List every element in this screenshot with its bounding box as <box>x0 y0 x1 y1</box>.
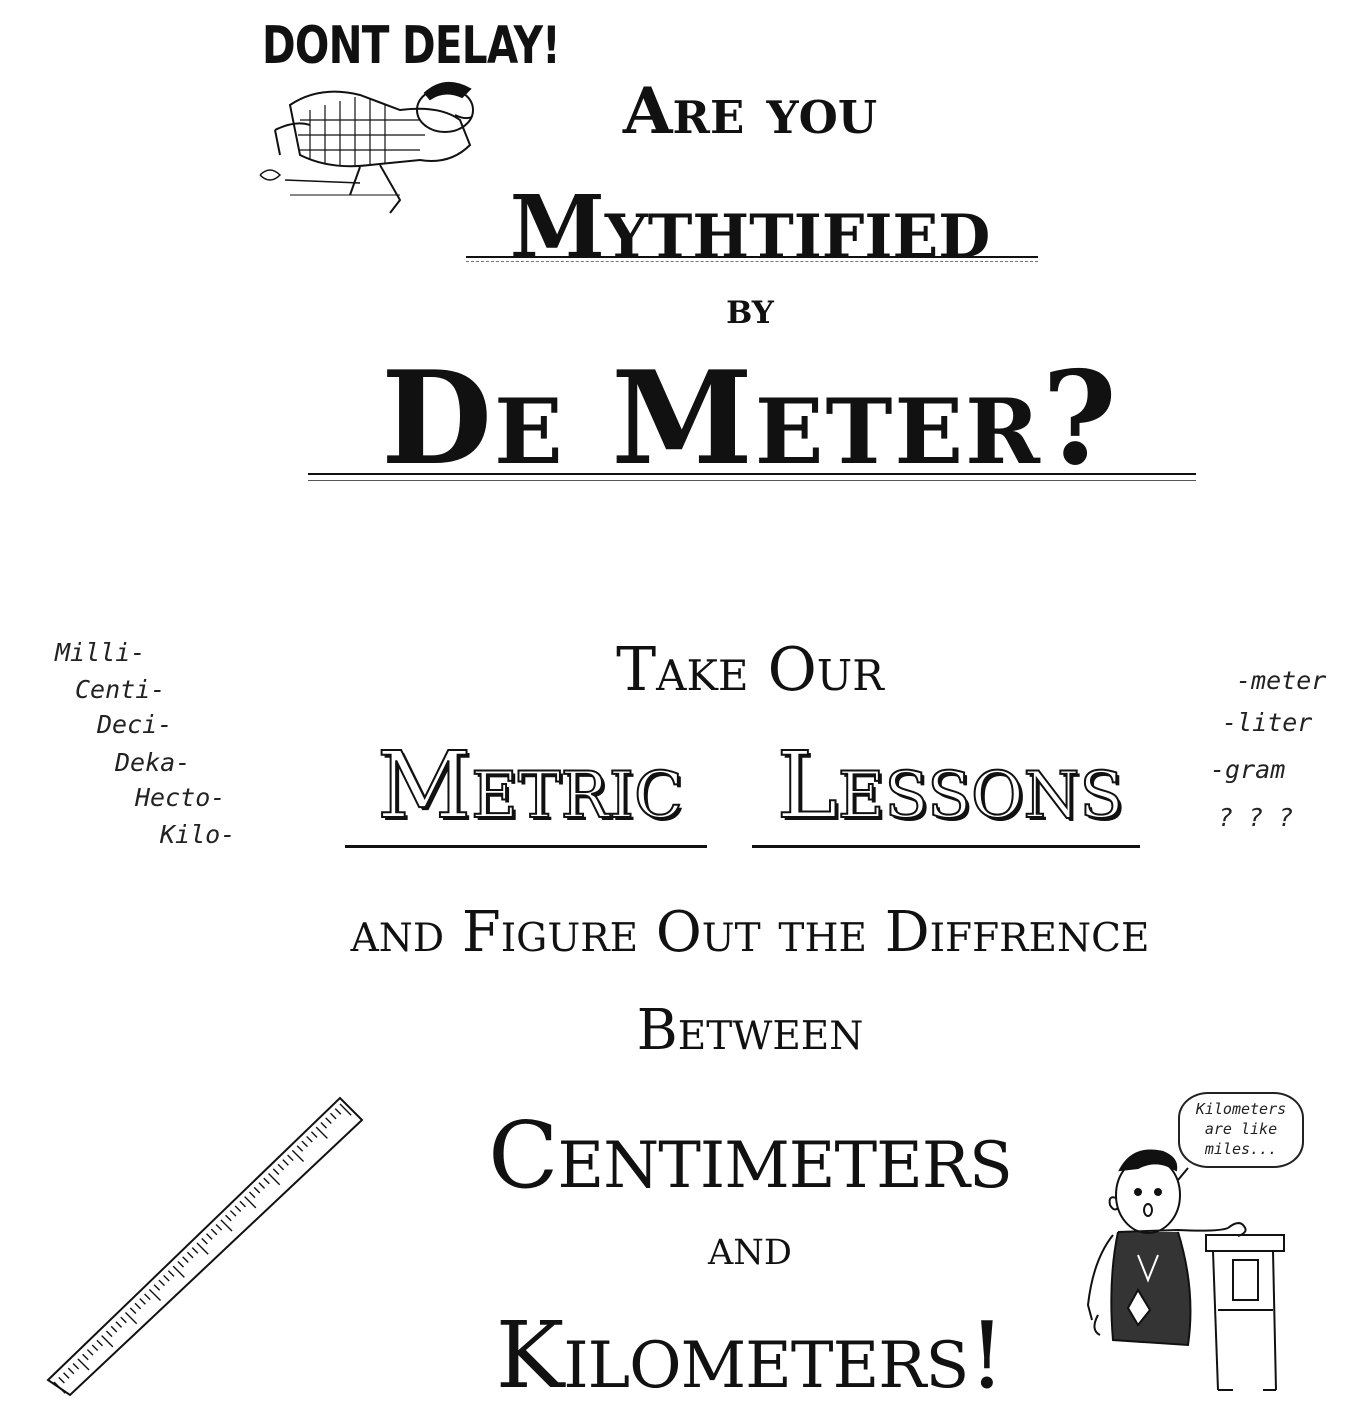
ruler-illustration <box>40 1090 380 1400</box>
headline-by: by <box>726 283 774 334</box>
lessons-word: Lessons <box>776 732 1124 839</box>
speech-line-1: Kilometers <box>1195 1100 1287 1118</box>
take-our-text: Take Our <box>616 635 884 705</box>
mythtified-underline-dashed <box>466 261 1038 262</box>
headline-are-you: Are you <box>622 74 878 149</box>
headline-de-meter: De Meter? <box>381 344 1119 494</box>
and-text: and <box>708 1218 792 1276</box>
metric-underline <box>345 845 707 848</box>
kilometers-word: Kilometers! <box>495 1302 1005 1409</box>
speech-line-3: miles... <box>1204 1140 1278 1158</box>
prefix-deci: Deci- <box>97 710 173 739</box>
metric-word: Metric <box>376 732 684 839</box>
prefix-deka: Deka- <box>115 748 191 777</box>
prefix-centi: Centi- <box>75 675 166 704</box>
mythtified-underline <box>466 256 1038 258</box>
de-meter-underline-thin <box>308 480 1196 481</box>
de-meter-underline <box>308 473 1196 475</box>
figure-out-text: and Figure Out the Diffrence <box>350 900 1150 965</box>
stamp-label: DONT DELAY! <box>262 16 560 76</box>
unit-liter: -liter <box>1222 708 1313 737</box>
headline-mythtified: Mythtified <box>509 177 991 278</box>
prefix-kilo: Kilo- <box>160 820 236 849</box>
unit-question-marks: ? ? ? <box>1218 803 1294 832</box>
unit-meter: -meter <box>1236 666 1327 695</box>
lecturer-illustration <box>1078 1140 1298 1400</box>
centimeters-word: Centimeters <box>488 1102 1012 1209</box>
prefix-hecto: Hecto- <box>135 783 226 812</box>
between-text: Between <box>636 998 864 1063</box>
speech-line-2: are like <box>1204 1120 1278 1138</box>
prefix-milli: Milli- <box>55 638 146 667</box>
unit-gram: -gram <box>1210 755 1286 784</box>
lessons-underline <box>752 845 1140 848</box>
